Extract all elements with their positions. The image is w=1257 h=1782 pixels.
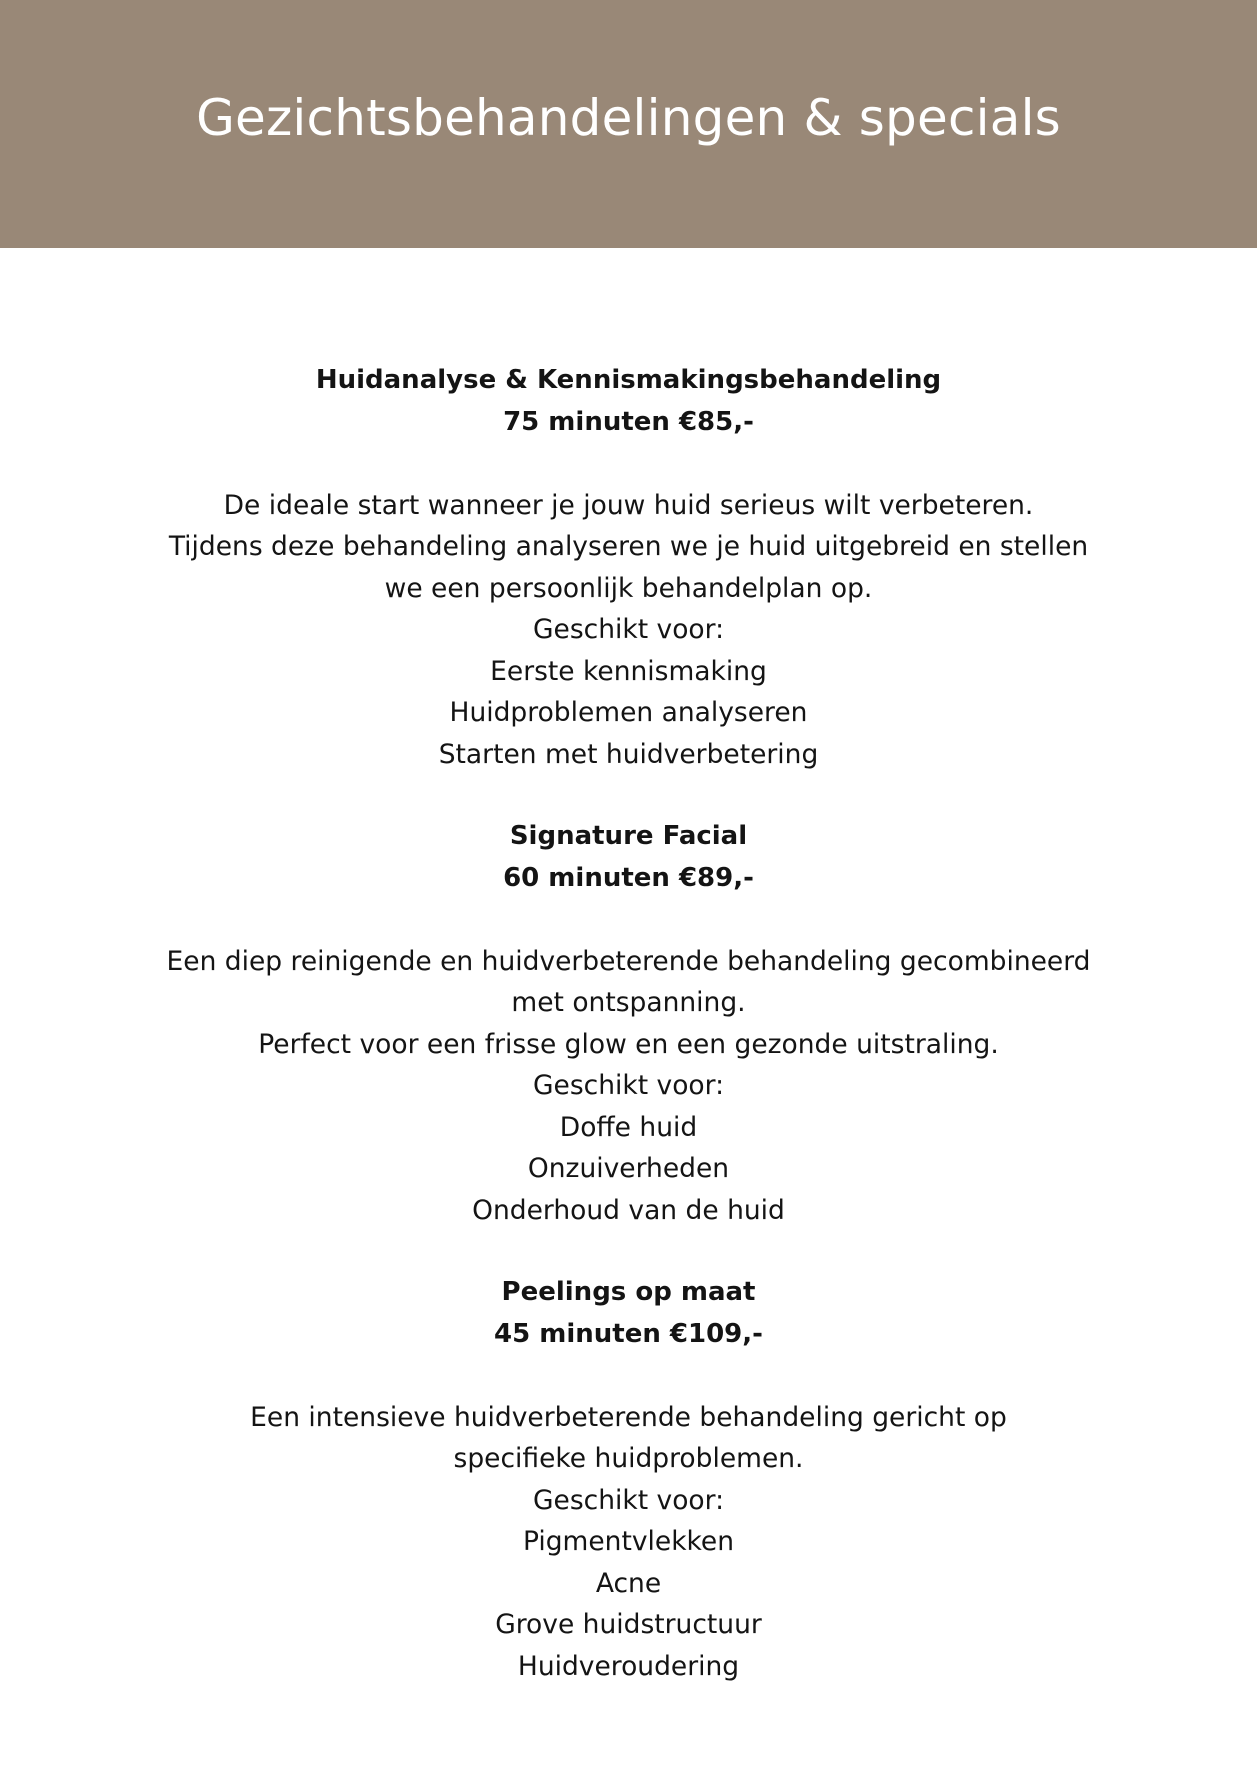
spacer [60, 443, 1197, 485]
description-line: Een intensieve huidverbeterende behandeling gericht op [250, 1401, 1007, 1433]
suited-item: Eerste kennismaking [490, 655, 767, 687]
suited-label: Geschikt voor: [533, 1484, 724, 1516]
suited-item: Starten met huidverbetering [438, 738, 819, 770]
description-line: we een persoonlijk behandelplan op. [384, 572, 873, 604]
suited-item: Acne [595, 1567, 662, 1599]
treatment-duration-price: 45 minuten €109,- [494, 1318, 763, 1349]
treatment-description [60, 1397, 1197, 1480]
suited-item: Huidproblemen analyseren [449, 697, 808, 728]
suited-item: Onzuiverheden [527, 1153, 730, 1184]
page-title: Gezichtsbehandelingen & specials [196, 89, 1061, 147]
suited-list [60, 1107, 1197, 1232]
spacer [60, 1355, 1197, 1397]
suited-item: Pigmentvlekken [522, 1526, 735, 1557]
suited-list [60, 651, 1197, 776]
treatment-huidanalyse [60, 360, 1197, 775]
description-line: specifieke huidproblemen. [453, 1443, 804, 1474]
treatment-description [60, 941, 1197, 1066]
spacer [60, 899, 1197, 941]
treatment-duration-price: 75 minuten €85,- [503, 406, 754, 437]
treatment-duration-price: 60 minuten €89,- [503, 862, 754, 893]
treatment-peelings-op-maat [60, 1272, 1197, 1687]
description-line: met ontspanning. [511, 987, 746, 1018]
description-line: Een diep reinigende en huidverbeterende behandeling gecombineerd [166, 945, 1091, 977]
header-band [0, 0, 1257, 248]
description-line: De ideale start wanneer je jouw huid serieus wilt verbeteren. [223, 489, 1034, 521]
description-line: Tijdens deze behandeling analyseren we je huid uitgebreid en stellen [168, 531, 1089, 562]
treatment-description [60, 485, 1197, 610]
suited-label: Geschikt voor: [533, 614, 724, 645]
description-line: Perfect voor een frisse glow en een gezonde uitstraling. [258, 1028, 999, 1060]
suited-item: Doffe huid [559, 1111, 698, 1143]
suited-label: Geschikt voor: [533, 1070, 724, 1101]
treatment-name: Signature Facial [509, 821, 748, 851]
suited-item: Huidveroudering [517, 1650, 740, 1682]
treatment-list [60, 360, 1197, 1728]
suited-list [60, 1521, 1197, 1687]
suited-item: Onderhoud van de huid [472, 1194, 785, 1226]
treatment-name: Huidanalyse & Kennismakingsbehandeling [315, 365, 942, 395]
treatment-signature-facial [60, 816, 1197, 1231]
treatment-name: Peelings op maat [501, 1277, 756, 1307]
suited-item: Grove huidstructuur [495, 1609, 762, 1640]
